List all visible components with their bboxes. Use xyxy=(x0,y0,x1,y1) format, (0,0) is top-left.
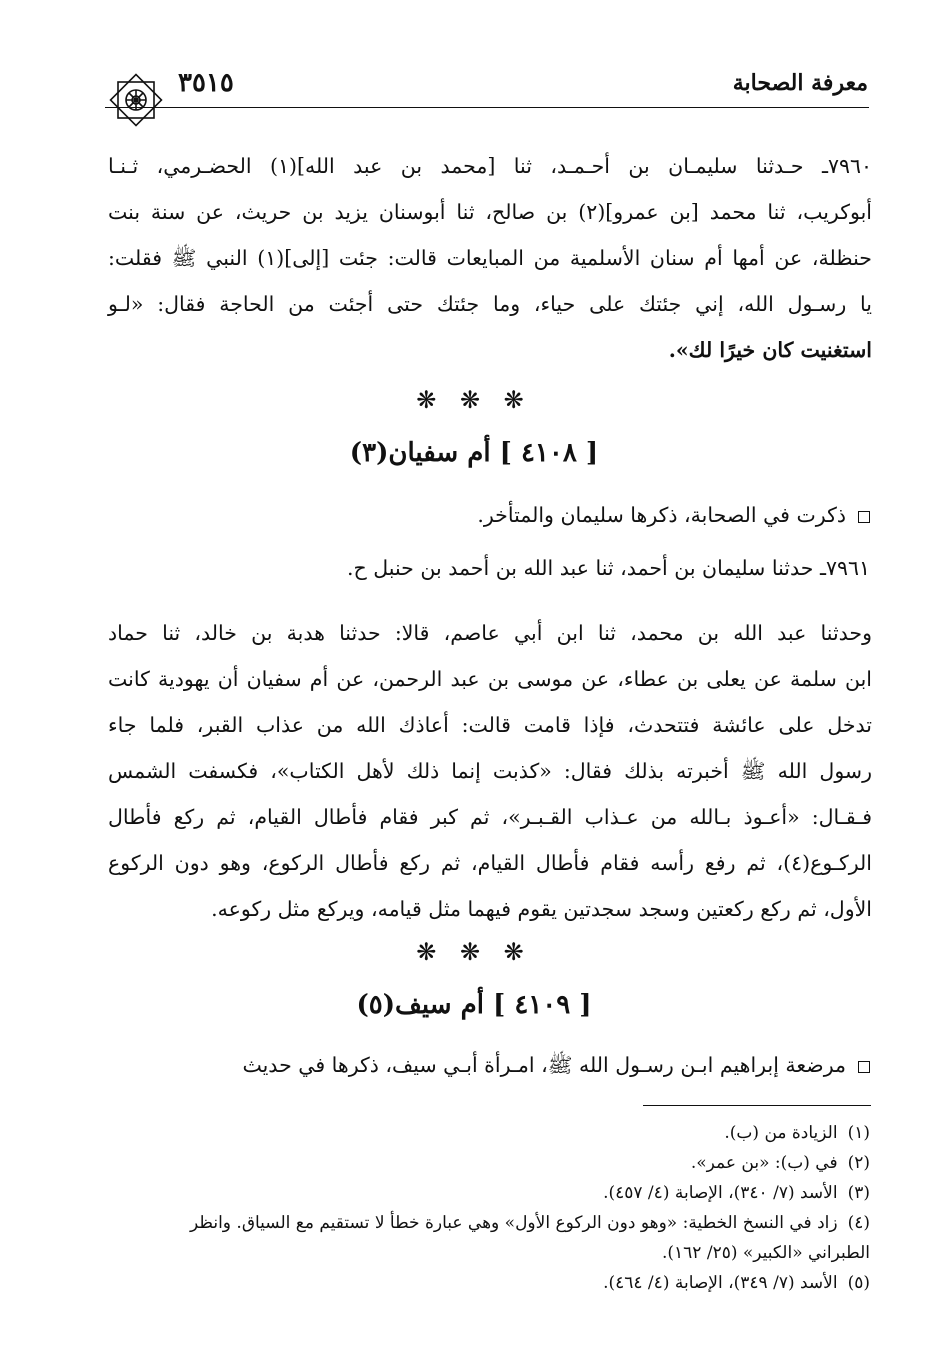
octagram-ornament-icon xyxy=(106,66,166,134)
text-line: الركـوع(٤)، ثم رفع رأسه فقام فأطال القيام، ثم ركع فأطال الركوع، وهو دون الركوع xyxy=(108,851,872,875)
running-head: معرفة الصحابة xyxy=(732,70,868,96)
footnote-text: الأسد (٧/ ٣٤٩)، الإصابة (٤/ ٤٦٤). xyxy=(603,1273,838,1293)
footnote xyxy=(106,1178,870,1208)
section-title-4108: [ ٤١٠٨ ] أم سفيان(٣) xyxy=(349,438,599,468)
text-line: ابن سلمة عن يعلى بن عطاء، عن موسى بن عبد الرحمن، عن أم سفيان أن يهودية كانت xyxy=(108,667,872,691)
footnote-rule xyxy=(643,1105,871,1106)
text-line: فـقـال: «أعـوذ بـالله من عـذاب القـبـر»، ثم كبر فقام فأطال القيام، ثم ركع فأطال xyxy=(108,805,872,829)
square-bullet-icon xyxy=(858,511,870,523)
text-line: رسول الله ﷺ أخبرته بذلك فقال: «كذبت إنما ذلك لأهل الكتاب»، فكسفت الشمس xyxy=(108,759,872,783)
square-bullet-icon xyxy=(858,1061,870,1073)
mention-line xyxy=(242,1053,870,1083)
text-line: أبوكريب، ثنا محمد [بن عمرو](٢) بن صالح، ثنا أبوسنان يزيد بن حريث، عن سنة بنت xyxy=(108,200,872,224)
footnote xyxy=(106,1148,870,1178)
footnote xyxy=(106,1118,870,1148)
page-number: ٣٥١٥ xyxy=(178,68,234,98)
footnote xyxy=(106,1208,870,1238)
section-separator: ❋ ❋ ❋ xyxy=(416,386,532,414)
footnote-number: (٤) xyxy=(847,1213,870,1233)
text-line: يا رسـول الله، إني جئتك على حياء، وما جئتك حتى أجئت من الحاجة فقال: «لـو xyxy=(108,292,872,316)
text-line: تدخل على عائشة فتتحدث، فإذا قامت قالت: أعاذك الله من عذاب القبر، فلما جاء xyxy=(108,713,872,737)
footnote xyxy=(106,1268,870,1298)
footnote-text: الطبراني «الكبير» (٢٥/ ١٦٢). xyxy=(661,1243,870,1263)
footnote-number: (٣) xyxy=(847,1183,870,1203)
mention-text: ذكرت في الصحابة، ذكرها سليمان والمتأخر. xyxy=(477,503,846,527)
mention-line xyxy=(477,503,870,527)
footnote-number: (٥) xyxy=(847,1273,870,1293)
footnote-text: في (ب): «بن عمر». xyxy=(690,1153,838,1173)
text-line: حنظلة، عن أمها أم سنان الأسلمية من المبايعات قالت: جئت [إلى](١) النبي ﷺ فقلت: xyxy=(108,246,872,270)
text-line: وحدثنا عبد الله بن محمد، ثنا ابن أبي عاصم، قالا: حدثنا هدبة بن خالد، ثنا حماد xyxy=(108,621,872,645)
mention-text: مرضعة إبراهيم ابـن رسـول الله ﷺ، امـرأة أبـي سيف، ذكرها في حديث xyxy=(242,1053,846,1077)
footnotes xyxy=(106,1118,870,1298)
isnad-7961: ٧٩٦١ـ حدثنا سليمان بن أحمد، ثنا عبد الله بن أحمد بن حنبل ح. xyxy=(347,556,870,580)
hadith-7961-paragraph xyxy=(108,610,872,932)
footnote-continuation xyxy=(106,1238,870,1268)
text-line: ٧٩٦٠ـ حـدثنا سليمـان بن أحـمـد، ثنا [محمد بن عبد الله](١) الحضـرمي، ثـنـا xyxy=(108,154,872,178)
section-separator: ❋ ❋ ❋ xyxy=(416,938,532,966)
section-title-4109: [ ٤١٠٩ ] أم سيف(٥) xyxy=(356,990,592,1020)
footnote-text: زاد في النسخ الخطية: «وهو دون الركوع الأول» وهي عبارة خطأ لا تستقيم مع السياق. وانظر xyxy=(190,1213,838,1233)
footnote-text: الأسد (٧/ ٣٤٠)، الإصابة (٤/ ٤٥٧). xyxy=(603,1183,838,1203)
footnote-number: (٢) xyxy=(847,1153,870,1173)
footnote-number: (١) xyxy=(847,1123,870,1143)
header-rule xyxy=(105,107,869,108)
text-line: استغنيت كان خيرًا لك». xyxy=(668,338,872,362)
hadith-7960-paragraph xyxy=(108,143,872,373)
text-line: الأول، ثم ركع ركعتين وسجد سجدتين يقوم فيهما مثل قيامه، ويركع مثل ركوعه. xyxy=(211,897,872,921)
footnote-text: الزيادة من (ب). xyxy=(724,1123,838,1143)
